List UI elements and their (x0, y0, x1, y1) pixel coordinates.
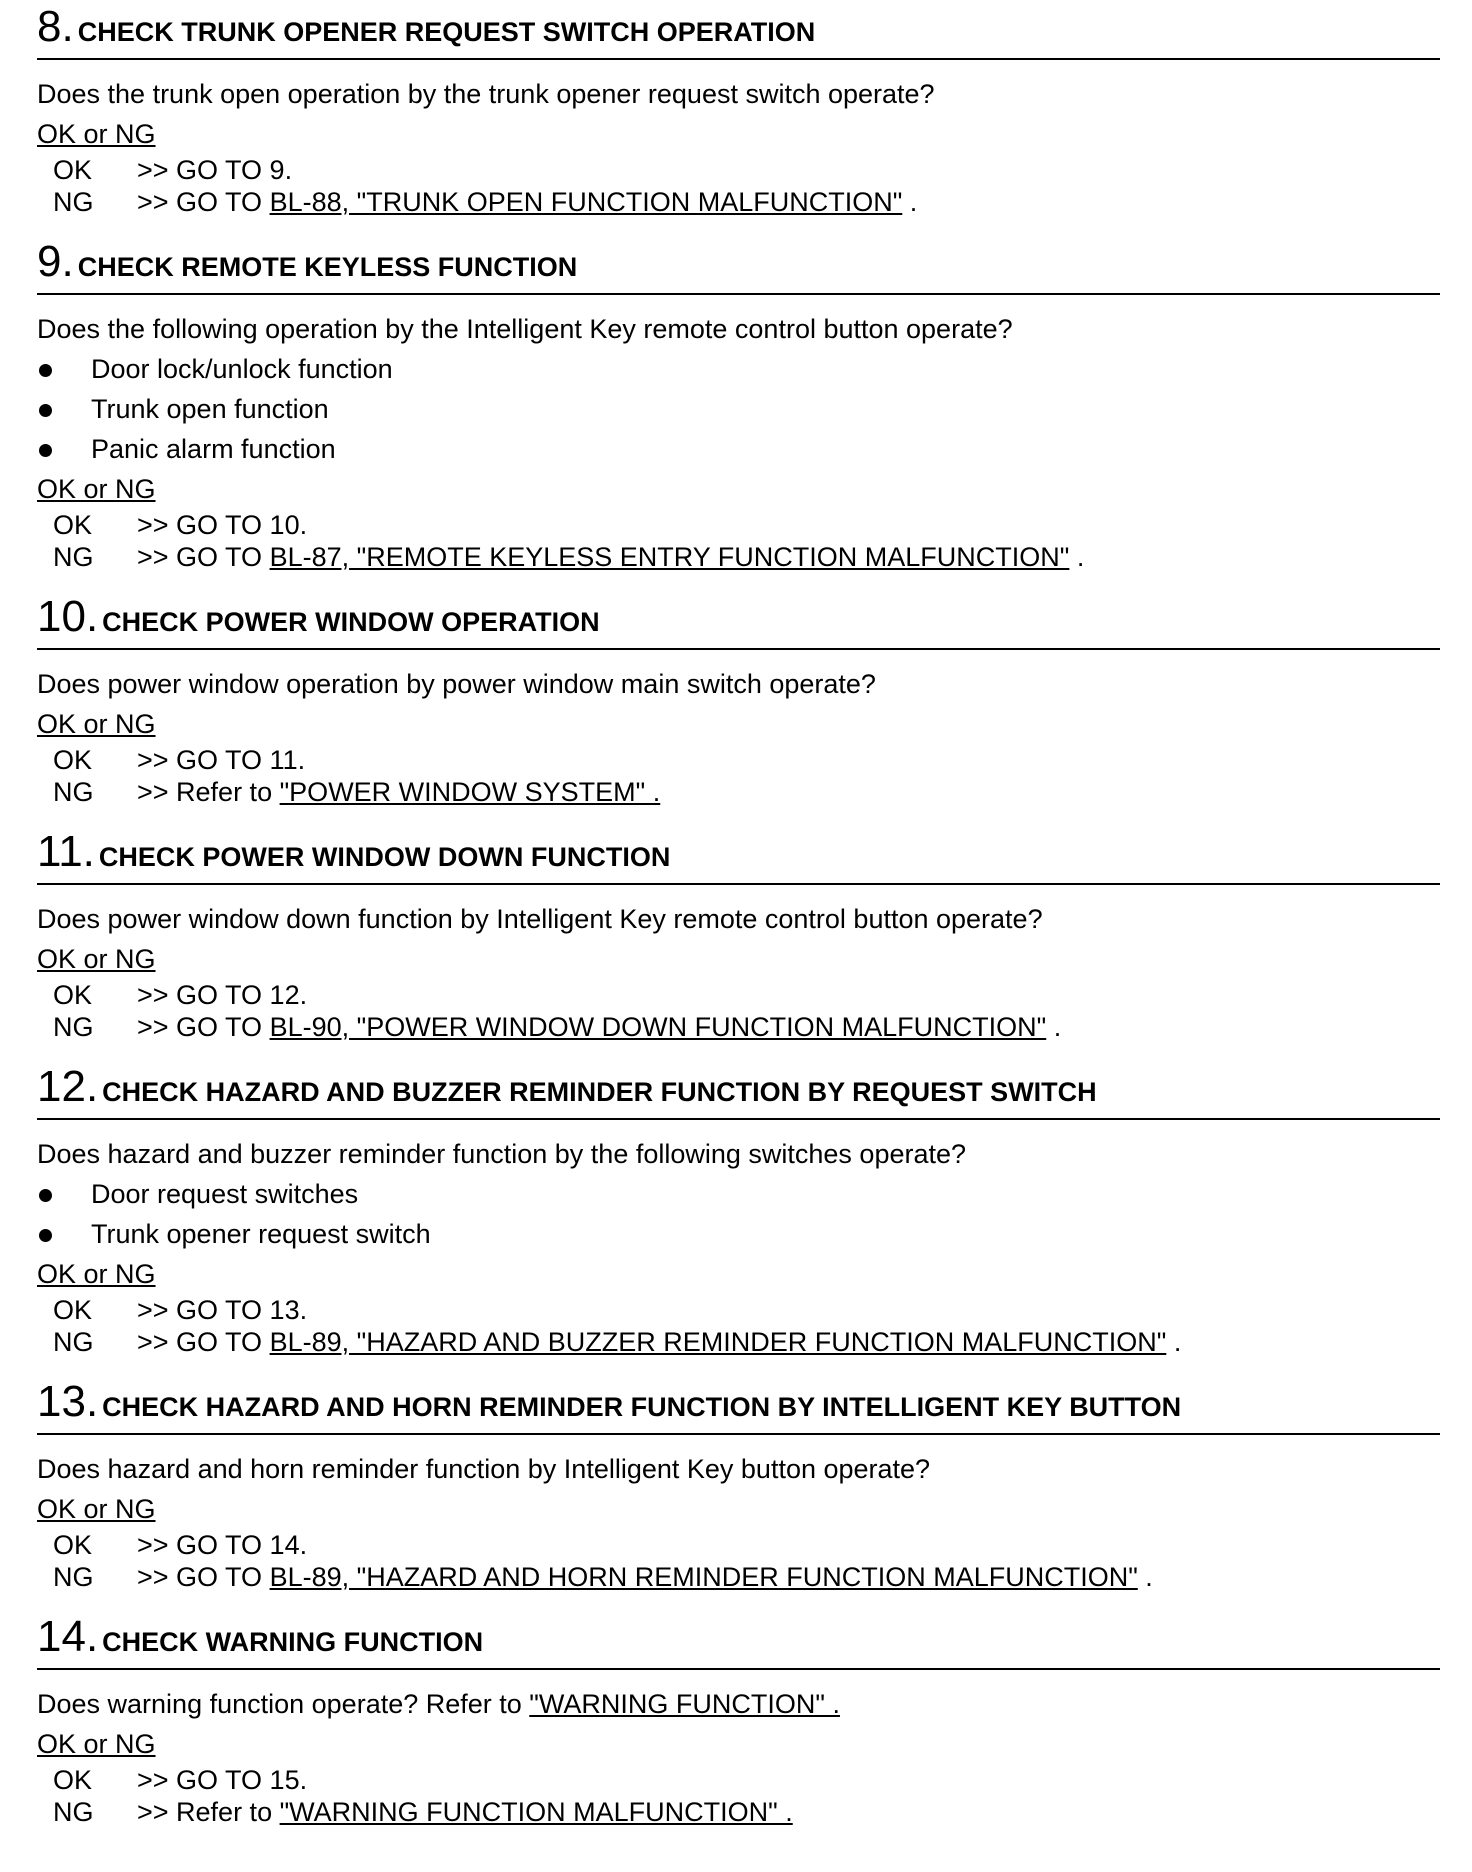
ng-code: NG (53, 542, 94, 572)
ng-result (37, 776, 1440, 808)
ng-code: NG (53, 187, 94, 217)
step-question: Does the trunk open operation by the trunk opener request switch operate? (37, 79, 935, 109)
ng-action (137, 1561, 1153, 1593)
list-item-text: Panic alarm function (91, 434, 336, 464)
step-title: CHECK REMOTE KEYLESS FUNCTION (77, 252, 578, 282)
bullet-list (37, 1174, 1440, 1254)
ok-result (37, 979, 1440, 1011)
ng-reference-link[interactable]: "POWER WINDOW SYSTEM" . (279, 777, 661, 807)
list-item (37, 429, 1440, 469)
ok-result (37, 509, 1440, 541)
ng-prefix: >> GO TO (137, 542, 270, 572)
ok-or-ng-label: OK or NG (37, 1729, 156, 1759)
ng-reference-link[interactable]: BL-87, "REMOTE KEYLESS ENTRY FUNCTION MALFUNCTION" (269, 542, 1070, 572)
ng-code: NG (53, 1327, 94, 1357)
ng-code: NG (53, 1562, 94, 1592)
ok-result (37, 154, 1440, 186)
list-item (37, 1214, 1440, 1254)
step-header (37, 1610, 1440, 1670)
ng-suffix: . (1166, 1327, 1182, 1357)
ng-code: NG (53, 777, 94, 807)
ok-result (37, 1764, 1440, 1796)
step-number: 12. (37, 1062, 99, 1111)
ok-or-ng-label: OK or NG (37, 1259, 156, 1289)
step-number: 13. (37, 1377, 99, 1426)
step-14 (37, 1610, 1440, 1850)
ng-action (137, 1326, 1181, 1358)
ng-prefix: >> Refer to (137, 1797, 280, 1827)
step-header (37, 1060, 1440, 1120)
step-question: Does hazard and buzzer reminder function by the following switches operate? (37, 1139, 967, 1169)
ng-reference-link[interactable]: BL-89, "HAZARD AND BUZZER REMINDER FUNCTION MALFUNCTION" (269, 1327, 1167, 1357)
step-number: 11. (37, 827, 95, 876)
step-title: CHECK HAZARD AND BUZZER REMINDER FUNCTION BY REQUEST SWITCH (102, 1077, 1097, 1107)
question-prefix: Does warning function operate? Refer to (37, 1689, 530, 1719)
step-title: CHECK WARNING FUNCTION (102, 1627, 484, 1657)
ok-or-ng-label: OK or NG (37, 474, 156, 504)
step-question: Does the following operation by the Intelligent Key remote control button operate? (37, 314, 1013, 344)
step-number: 10. (37, 592, 99, 641)
ok-or-ng-label: OK or NG (37, 1494, 156, 1524)
ng-reference-link[interactable]: BL-89, "HAZARD AND HORN REMINDER FUNCTION MALFUNCTION" (269, 1562, 1138, 1592)
ng-reference-link[interactable]: BL-88, "TRUNK OPEN FUNCTION MALFUNCTION" (269, 187, 903, 217)
ng-suffix: . (1046, 1012, 1062, 1042)
ng-reference-link[interactable]: "WARNING FUNCTION MALFUNCTION" . (279, 1797, 793, 1827)
ng-suffix: . (1137, 1562, 1153, 1592)
step-title: CHECK POWER WINDOW DOWN FUNCTION (98, 842, 671, 872)
bullet-list (37, 349, 1440, 469)
ng-code: NG (53, 1012, 94, 1042)
ng-action (137, 1796, 793, 1828)
ng-prefix: >> GO TO (137, 1562, 270, 1592)
ng-action (137, 186, 917, 218)
step-11 (37, 825, 1440, 1060)
step-header (37, 590, 1440, 650)
ng-prefix: >> Refer to (137, 777, 280, 807)
ng-result (37, 1326, 1440, 1358)
ng-result (37, 1011, 1440, 1043)
ok-code: OK (53, 510, 93, 540)
list-item-text: Trunk opener request switch (91, 1219, 431, 1249)
step-question: Does power window operation by power window main switch operate? (37, 669, 876, 699)
bullet-icon (39, 1229, 52, 1242)
step-question: Does power window down function by Intelligent Key remote control button operate? (37, 904, 1043, 934)
list-item (37, 389, 1440, 429)
step-number: 9. (37, 237, 74, 286)
ng-suffix: . (1069, 542, 1085, 572)
ng-suffix: . (902, 187, 918, 217)
ok-or-ng-label: OK or NG (37, 119, 156, 149)
ng-prefix: >> GO TO (137, 1012, 270, 1042)
step-header (37, 0, 1440, 60)
step-title: CHECK TRUNK OPENER REQUEST SWITCH OPERATION (77, 17, 816, 47)
step-title: CHECK HAZARD AND HORN REMINDER FUNCTION BY INTELLIGENT KEY BUTTON (102, 1392, 1182, 1422)
ng-result (37, 1561, 1440, 1593)
ok-action: >> GO TO 15. (137, 1765, 308, 1795)
ok-result (37, 1294, 1440, 1326)
step-title: CHECK POWER WINDOW OPERATION (102, 607, 600, 637)
ng-result (37, 541, 1440, 573)
list-item (37, 1174, 1440, 1214)
ng-reference-link[interactable]: BL-90, "POWER WINDOW DOWN FUNCTION MALFUNCTION" (269, 1012, 1047, 1042)
ok-action: >> GO TO 12. (137, 980, 308, 1010)
ok-action: >> GO TO 13. (137, 1295, 308, 1325)
ok-code: OK (53, 1295, 93, 1325)
ok-code: OK (53, 1765, 93, 1795)
step-question (37, 1684, 1440, 1724)
question-reference-link[interactable]: "WARNING FUNCTION" . (529, 1689, 840, 1719)
step-number: 14. (37, 1612, 99, 1661)
bullet-icon (39, 444, 52, 457)
ng-code: NG (53, 1797, 94, 1827)
ok-or-ng-label: OK or NG (37, 944, 156, 974)
ok-action: >> GO TO 14. (137, 1530, 308, 1560)
bullet-icon (39, 1189, 52, 1202)
document (37, 0, 1440, 1850)
bullet-icon (39, 404, 52, 417)
ok-action: >> GO TO 10. (137, 510, 308, 540)
list-item-text: Door request switches (91, 1179, 359, 1209)
list-item-text: Trunk open function (91, 394, 329, 424)
ok-code: OK (53, 1530, 93, 1560)
ok-code: OK (53, 155, 93, 185)
step-header (37, 235, 1440, 295)
step-number: 8. (37, 2, 74, 51)
step-10 (37, 590, 1440, 825)
step-9 (37, 235, 1440, 590)
list-item (37, 349, 1440, 389)
step-12 (37, 1060, 1440, 1375)
ng-prefix: >> GO TO (137, 1327, 270, 1357)
ng-result (37, 186, 1440, 218)
list-item-text: Door lock/unlock function (91, 354, 393, 384)
ok-action: >> GO TO 9. (137, 155, 293, 185)
ng-action (137, 776, 660, 808)
step-question: Does hazard and horn reminder function by Intelligent Key button operate? (37, 1454, 931, 1484)
ok-code: OK (53, 980, 93, 1010)
ok-result (37, 1529, 1440, 1561)
ng-result (37, 1796, 1440, 1828)
ng-action (137, 541, 1084, 573)
ok-result (37, 744, 1440, 776)
ok-code: OK (53, 745, 93, 775)
ok-or-ng-label: OK or NG (37, 709, 156, 739)
bullet-icon (39, 364, 52, 377)
ng-action (137, 1011, 1061, 1043)
ok-action: >> GO TO 11. (137, 745, 306, 775)
step-header (37, 1375, 1440, 1435)
step-8 (37, 0, 1440, 235)
step-13 (37, 1375, 1440, 1610)
step-header (37, 825, 1440, 885)
ng-prefix: >> GO TO (137, 187, 270, 217)
